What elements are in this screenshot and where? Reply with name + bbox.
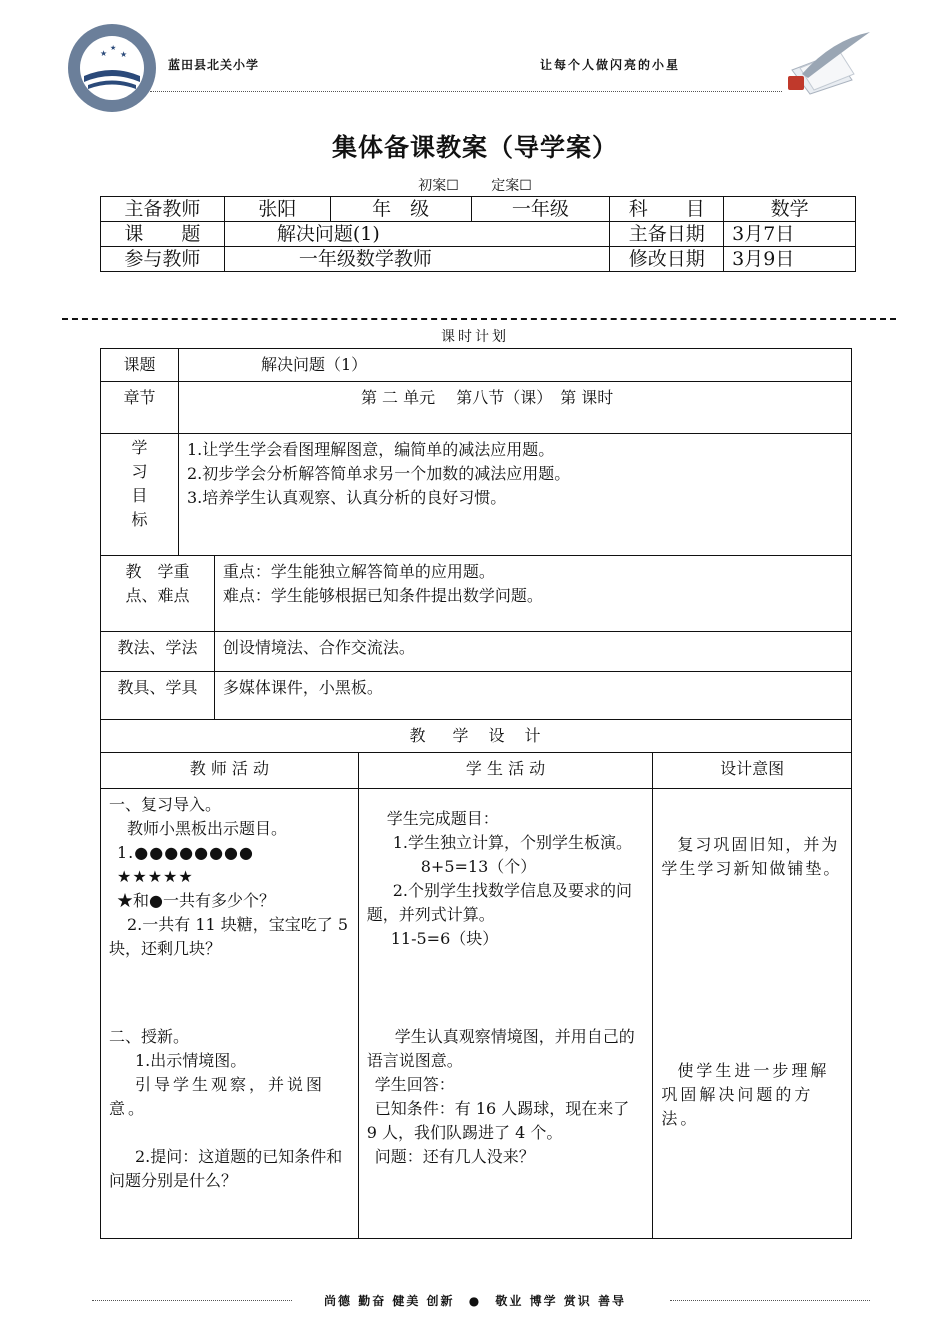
topic-value: 解决问题(1): [224, 222, 609, 247]
star-row: ★★★★★: [117, 867, 194, 886]
keypoints-content: [214, 556, 851, 632]
plan-topic-label: 课题: [101, 349, 179, 382]
grade-label: 年 级: [330, 197, 471, 222]
draft-checkbox[interactable]: 初案☐: [418, 178, 459, 194]
participants-label: 参与教师: [101, 247, 225, 272]
section-title: 一、复习导入。: [109, 795, 222, 814]
section-divider: [62, 318, 896, 320]
section-title: 二、授新。: [109, 1027, 190, 1046]
prep-date-label: 主备日期: [610, 222, 724, 247]
final-checkbox[interactable]: 定案☐: [491, 178, 532, 194]
lead-teacher-value: 张阳: [224, 197, 330, 222]
goals-label: 学 习 目 标: [101, 434, 179, 556]
quill-icon: [782, 30, 874, 98]
school-motto: 让每个人做闪亮的小星: [540, 58, 681, 72]
difficulty-text: 难点：学生能够根据已知条件提出数学问题。: [222, 586, 543, 605]
revise-date-value: 3月9日: [724, 247, 856, 272]
circle-row: 1.●●●●●●●●: [117, 843, 254, 862]
svg-text:★: ★: [110, 44, 117, 52]
school-logo: [66, 22, 158, 114]
topic-label: 课 题: [101, 222, 225, 247]
keypoint-text: 重点：学生能独立解答简单的应用题。: [222, 562, 495, 581]
student-activity-cell: 学生完成题目： 1.学生独立计算，个别学生板演。 8+5=13（个） 2.个别学生找数学信息及要求的问题，并列式计算。 11-5=6（块） 学生认真观察情境图，并用自己的语言说图意。 学生回答： 已知条件：有 16 人踢球，现在来了 9 人，我们队踢进了 4 个。 问题：还有几人没来？: [358, 789, 653, 1239]
col-intent-header: 设计意图: [653, 753, 852, 789]
subject-value: 数学: [724, 197, 856, 222]
methods-value: 创设情境法、合作交流法。: [214, 632, 851, 672]
teacher-activity-cell: 一、复习导入。 教师小黑板出示题目。 1.●●●●●●●● ★★★★★ ★和●一共有多少个？ 2.一共有 11 块糖，宝宝吃了 5 块，还剩几块？ 二、授新。 1.出示情境图。 引导学生观察，并说图意。 2.提问：这道题的已知条件和问题分别是什么？: [101, 789, 359, 1239]
plan-topic-value: 解决问题（1）: [178, 349, 851, 382]
svg-text:★: ★: [120, 50, 128, 59]
goal-item: 3.培养学生认真观察、认真分析的良好习惯。: [186, 488, 507, 507]
tools-value: 多媒体课件，小黑板。: [214, 672, 851, 720]
chapter-label: 章节: [101, 382, 179, 434]
goals-list: [178, 434, 851, 556]
prep-date-value: 3月7日: [724, 222, 856, 247]
revise-date-label: 修改日期: [610, 247, 724, 272]
participants-value: 一年级数学教师: [224, 247, 609, 272]
subject-label: 科 目: [610, 197, 724, 222]
col-teacher-header: 教 师 活 动: [101, 753, 359, 789]
svg-text:★: ★: [100, 49, 108, 58]
plan-caption: 课时计划: [441, 329, 509, 345]
bullet-icon: ●: [468, 1294, 482, 1308]
design-header: 教 学 设 计: [101, 720, 852, 753]
school-name: 蓝田县北关小学: [168, 58, 260, 72]
page-title: 集体备课教案（导学案）: [331, 133, 618, 162]
footer-motto: [0, 1292, 950, 1309]
lead-teacher-label: 主备教师: [101, 197, 225, 222]
footer-right-text: 敬业 博学 赏识 善导: [495, 1294, 626, 1308]
goal-item: 2.初步学会分析解答简单求另一个加数的减法应用题。: [186, 464, 571, 483]
tools-label: 教具、学具: [101, 672, 215, 720]
col-student-header: 学 生 活 动: [358, 753, 653, 789]
methods-label: 教法、学法: [101, 632, 215, 672]
header-divider: [150, 91, 782, 92]
grade-value: 一年级: [471, 197, 610, 222]
keypoints-label: 教 学重 点、难点: [101, 556, 215, 632]
goal-item: 1.让学生学会看图理解图意，编简单的减法应用题。: [186, 440, 555, 459]
lesson-plan-table: [100, 348, 852, 1239]
chapter-value: 第 二 单元 第八节（课） 第 课时: [178, 382, 851, 434]
plan-status: [0, 175, 950, 195]
info-table: [100, 196, 856, 272]
footer-left-text: 尚德 勤奋 健美 创新: [324, 1294, 455, 1308]
design-intent-cell: 复习巩固旧知，并为学生学习新知做铺垫。 使学生进一步理解巩固解决问题的方法。: [653, 789, 852, 1239]
